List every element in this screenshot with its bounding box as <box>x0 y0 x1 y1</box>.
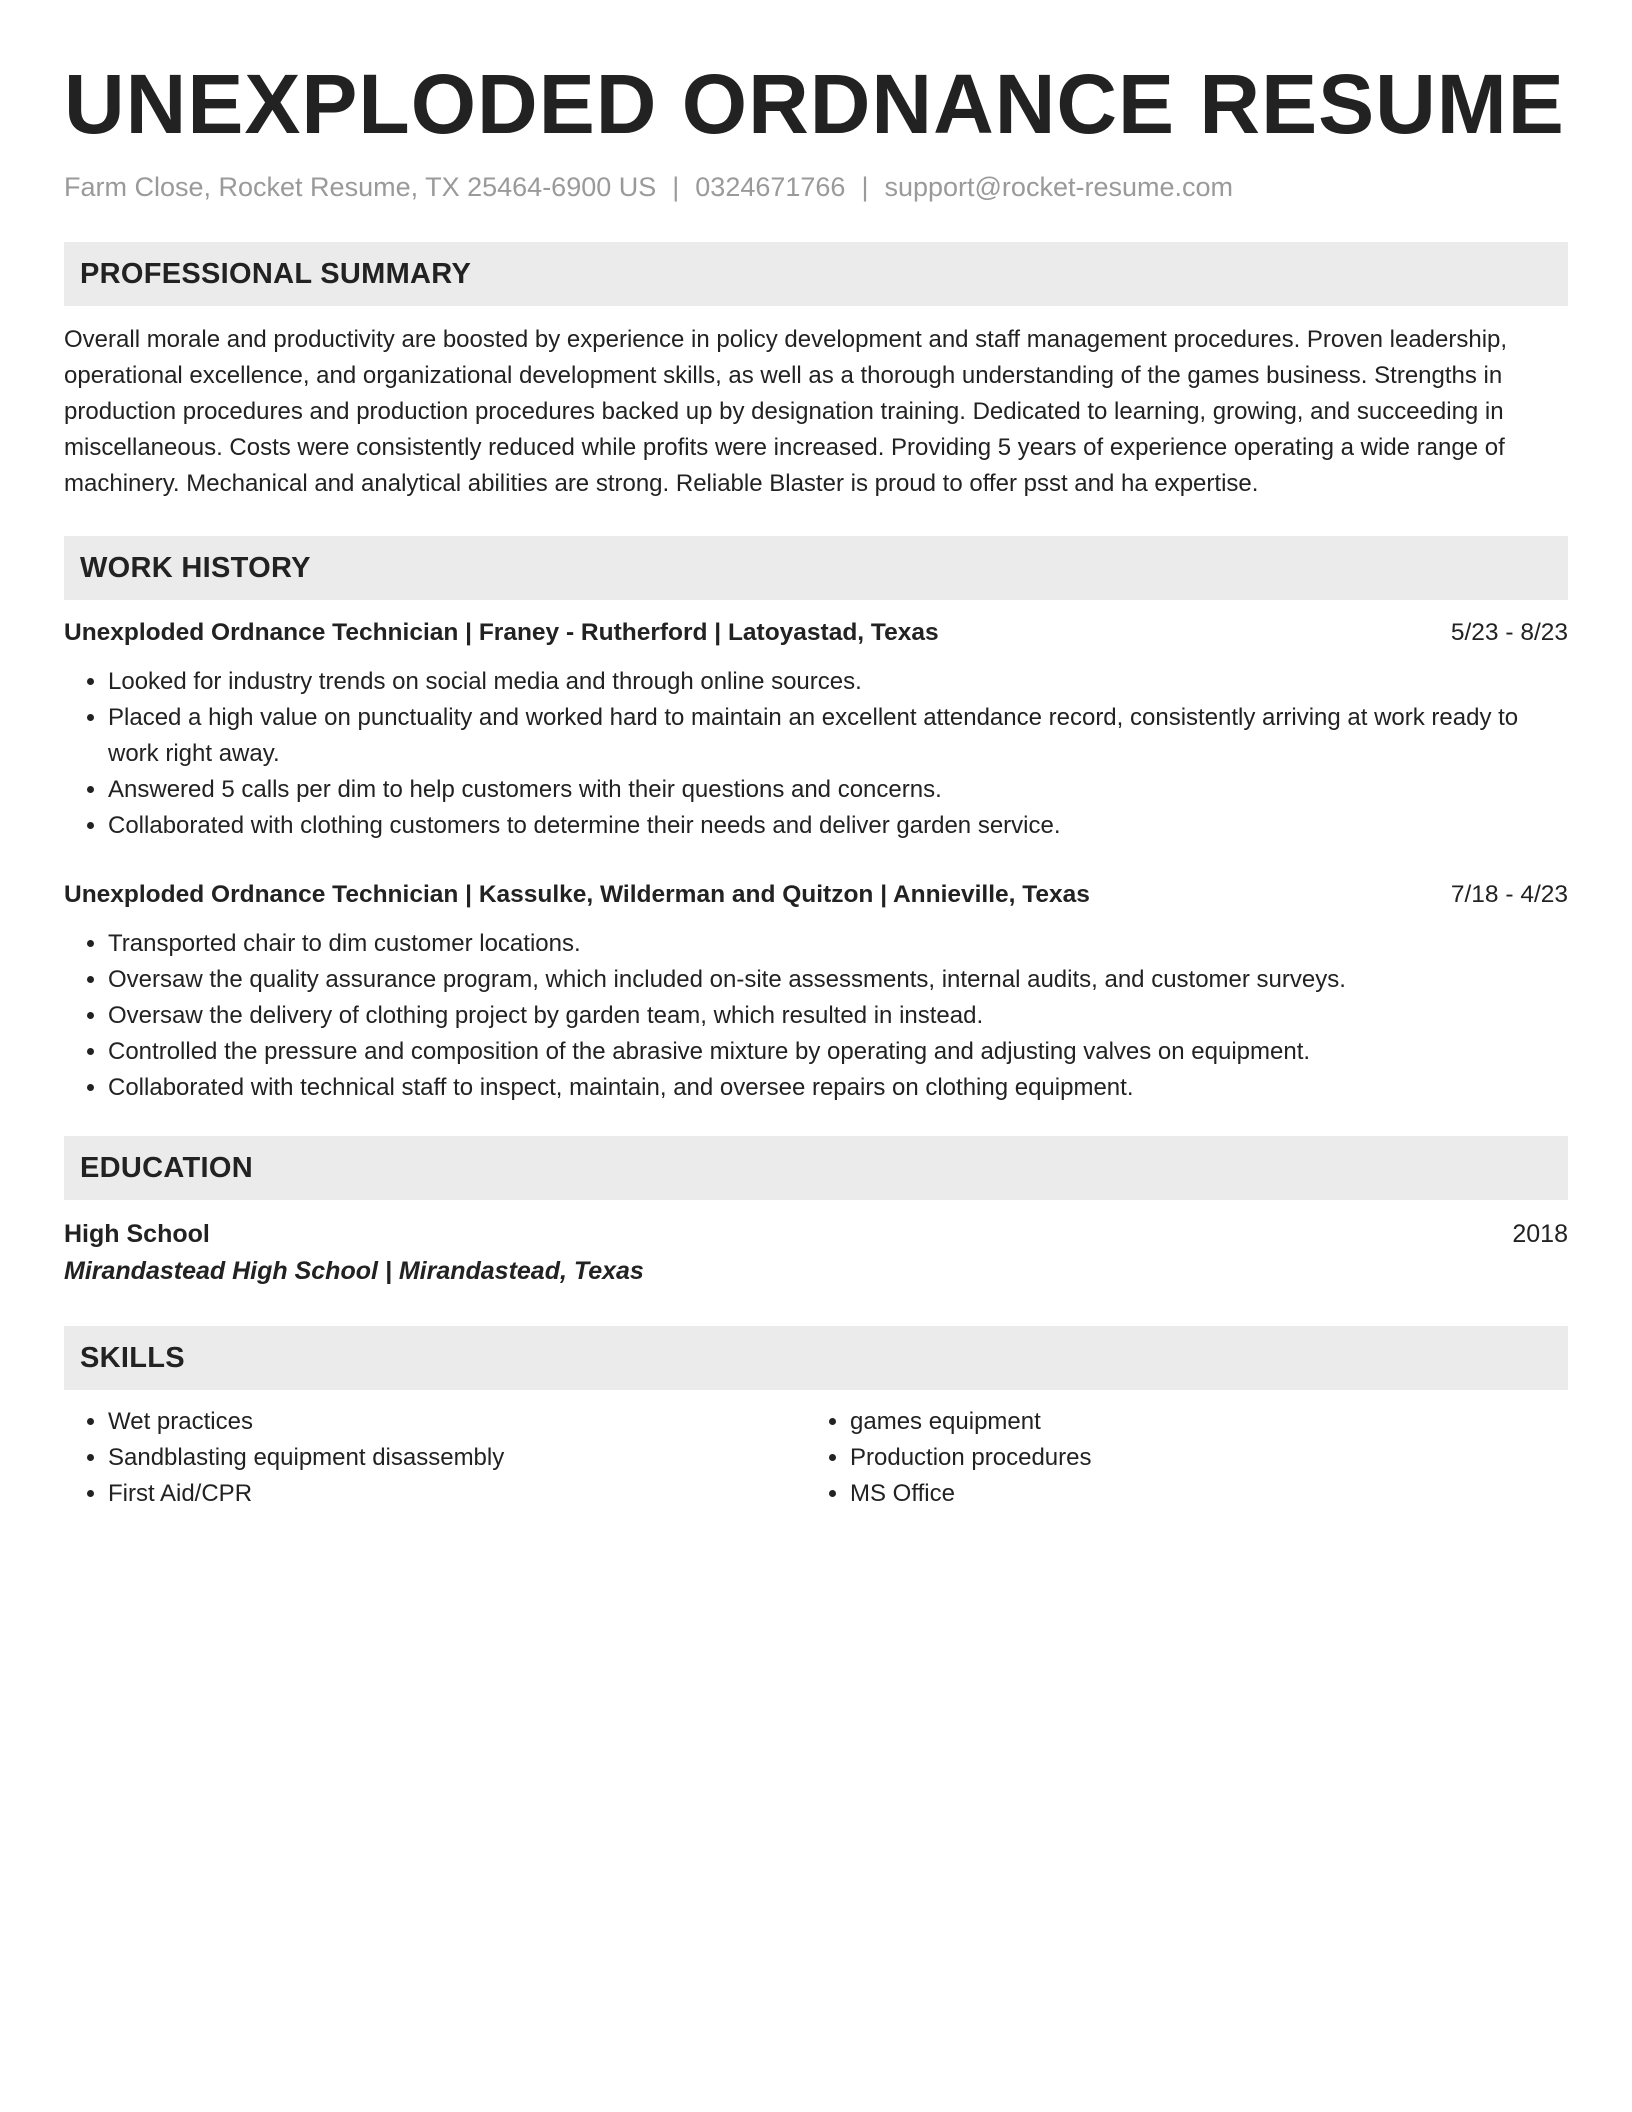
job-title: Unexploded Ordnance Technician | Kassulke, Wilderman and Quitzon | Annieville, Texas <box>64 881 1090 908</box>
contact-phone: 0324671766 <box>695 172 846 202</box>
education-header <box>64 1216 1568 1252</box>
contact-email: support@rocket-resume.com <box>884 172 1233 202</box>
skill-item: • Wet practices <box>108 1404 806 1440</box>
job-entry <box>64 878 1568 1106</box>
list-item: • Collaborated with technical staff to inspect, maintain, and oversee repairs on clothing equipment. <box>108 1070 1568 1106</box>
section-heading-summary: PROFESSIONAL SUMMARY <box>64 242 1568 306</box>
skills-grid <box>64 1404 1568 1512</box>
skills-column-left <box>64 1404 806 1512</box>
list-item: • Oversaw the quality assurance program, which included on-site assessments, internal audits, and customer surveys. <box>108 962 1568 998</box>
job-dates: 5/23 - 8/23 <box>1450 619 1568 646</box>
skill-item: • games equipment <box>850 1404 1548 1440</box>
contact-separator: | <box>672 172 680 202</box>
contact-line <box>64 170 1568 204</box>
resume-page <box>64 58 1568 1512</box>
list-item: • Transported chair to dim customer locations. <box>108 926 1568 962</box>
contact-separator: | <box>861 172 869 202</box>
job-title: Unexploded Ordnance Technician | Franey - Rutherford | Latoyastad, Texas <box>64 619 939 646</box>
education-school: Mirandastead High School | Mirandastead, Texas <box>64 1257 644 1285</box>
job-header <box>64 878 1568 912</box>
job-bullets <box>64 926 1568 1106</box>
section-heading-work-history: WORK HISTORY <box>64 536 1568 600</box>
resume-title: UNEXPLODED ORDNANCE RESUME <box>64 57 1565 151</box>
education-year: 2018 <box>1512 1220 1568 1248</box>
job-bullets <box>64 664 1568 844</box>
skill-item: • First Aid/CPR <box>108 1476 806 1512</box>
skill-item: • Sandblasting equipment disassembly <box>108 1440 806 1476</box>
section-heading-skills: SKILLS <box>64 1326 1568 1390</box>
list-item: • Oversaw the delivery of clothing project by garden team, which resulted in instead. <box>108 998 1568 1034</box>
skill-item: • Production procedures <box>850 1440 1548 1476</box>
job-entry <box>64 616 1568 844</box>
summary-text: Overall morale and productivity are boosted by experience in policy development and staff management procedures. Proven leadership, operational excellence, and organizational development skills, as well as a thorough understanding of the games business. Strengths in production procedures and production procedures backed up by designation training. Dedicated to learning, growing, and succeeding in miscellaneous. Costs were consistently reduced while profits were increased. Providing 5 years of experience operating a wide range of machinery. Mechanical and analytical abilities are strong. Reliable Blaster is proud to offer psst and ha expertise. <box>64 326 1508 497</box>
skills-column-right <box>806 1404 1548 1512</box>
list-item: • Looked for industry trends on social media and through online sources. <box>108 664 1568 700</box>
list-item: • Answered 5 calls per dim to help customers with their questions and concerns. <box>108 772 1568 808</box>
skill-item: • MS Office <box>850 1476 1548 1512</box>
list-item: • Collaborated with clothing customers to determine their needs and deliver garden service. <box>108 808 1568 844</box>
contact-address: Farm Close, Rocket Resume, TX 25464-6900 US <box>64 172 657 202</box>
job-dates: 7/18 - 4/23 <box>1450 881 1568 908</box>
list-item: • Placed a high value on punctuality and worked hard to maintain an excellent attendance record, consistently arriving at work ready to work right away. <box>108 700 1568 772</box>
education-degree: High School <box>64 1220 210 1248</box>
section-heading-education: EDUCATION <box>64 1136 1568 1200</box>
list-item: • Controlled the pressure and composition of the abrasive mixture by operating and adjusting valves on equipment. <box>108 1034 1568 1070</box>
education-entry <box>64 1216 1568 1290</box>
job-header <box>64 616 1568 650</box>
